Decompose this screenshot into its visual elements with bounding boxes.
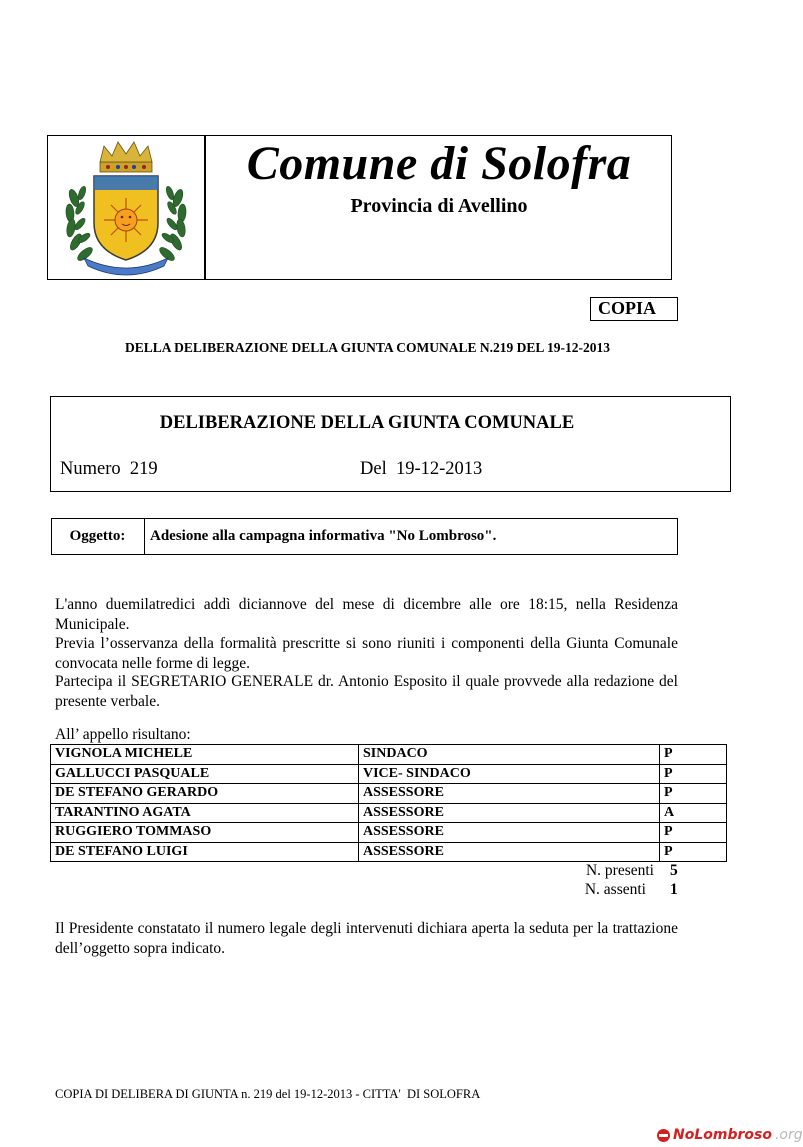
deliberation-title: DELIBERAZIONE DELLA GIUNTA COMUNALE xyxy=(159,413,575,433)
deliberation-heading: DELLA DELIBERAZIONE DELLA GIUNTA COMUNALE N.219 DEL 19-12-2013 xyxy=(124,340,611,355)
nolombroso-watermark[interactable] xyxy=(657,1127,803,1143)
present-count-value: 5 xyxy=(670,862,678,879)
member-name: VIGNOLA MICHELE xyxy=(51,745,359,765)
copia-label: COPIA xyxy=(590,297,678,321)
member-role: ASSESSORE xyxy=(359,842,660,862)
member-status: P xyxy=(660,745,727,765)
comune-title: Comune di Solofra xyxy=(246,137,632,190)
watermark-main: NoLombroso xyxy=(673,1127,772,1143)
coat-of-arms-crest xyxy=(60,138,192,278)
member-name: DE STEFANO LUIGI xyxy=(51,842,359,862)
member-role: SINDACO xyxy=(359,745,660,765)
deliberation-number: Numero 219 xyxy=(60,459,158,479)
member-name: TARANTINO AGATA xyxy=(51,803,359,823)
deliberation-date: Del 19-12-2013 xyxy=(360,459,483,479)
table-row xyxy=(51,823,727,843)
member-status: P xyxy=(660,764,727,784)
member-name: RUGGIERO TOMMASO xyxy=(51,823,359,843)
no-entry-icon xyxy=(657,1129,670,1142)
table-row xyxy=(51,842,727,862)
watermark-suffix: .org xyxy=(774,1127,803,1143)
provincia-subtitle: Provincia di Avellino xyxy=(350,195,528,217)
absent-count-label: N. assenti xyxy=(584,881,646,898)
paragraph-convocation: Previa l’osservanza della formalità prescritte si sono riuniti i componenti della Giunta Comunale convocata nelle forme di legge. xyxy=(55,635,678,672)
table-row xyxy=(51,784,727,804)
attendance-table xyxy=(50,744,727,862)
subject-divider xyxy=(144,518,145,555)
member-role: VICE- SINDACO xyxy=(359,764,660,784)
member-role: ASSESSORE xyxy=(359,823,660,843)
page-footer: COPIA DI DELIBERA DI GIUNTA n. 219 del 19-12-2013 - CITTA' DI SOLOFRA xyxy=(55,1087,481,1101)
member-status: P xyxy=(660,842,727,862)
member-role: ASSESSORE xyxy=(359,784,660,804)
paragraph-secretary: Partecipa il SEGRETARIO GENERALE dr. Antonio Esposito il quale provvede alla redazione del presente verbale. xyxy=(55,673,678,710)
member-status: P xyxy=(660,823,727,843)
absent-count-value: 1 xyxy=(670,881,678,898)
paragraph-date-place: L'anno duemilatredici addì diciannove del mese di dicembre alle ore 18:15, nella Residenza Municipale. xyxy=(55,596,678,633)
member-name: DE STEFANO GERARDO xyxy=(51,784,359,804)
subject-text: Adesione alla campagna informativa "No Lombroso". xyxy=(150,528,497,544)
present-count-label: N. presenti xyxy=(585,862,654,879)
paragraph-quorum: Il Presidente constatato il numero legale degli intervenuti dichiara aperta la seduta per la trattazione dell’oggetto sopra indicato. xyxy=(55,920,678,957)
member-status: A xyxy=(660,803,727,823)
roll-call-heading: All’ appello risultano: xyxy=(55,726,191,743)
table-row xyxy=(51,745,727,765)
table-row xyxy=(51,803,727,823)
subject-label: Oggetto: xyxy=(69,528,126,544)
member-status: P xyxy=(660,784,727,804)
table-row xyxy=(51,764,727,784)
member-role: ASSESSORE xyxy=(359,803,660,823)
member-name: GALLUCCI PASQUALE xyxy=(51,764,359,784)
